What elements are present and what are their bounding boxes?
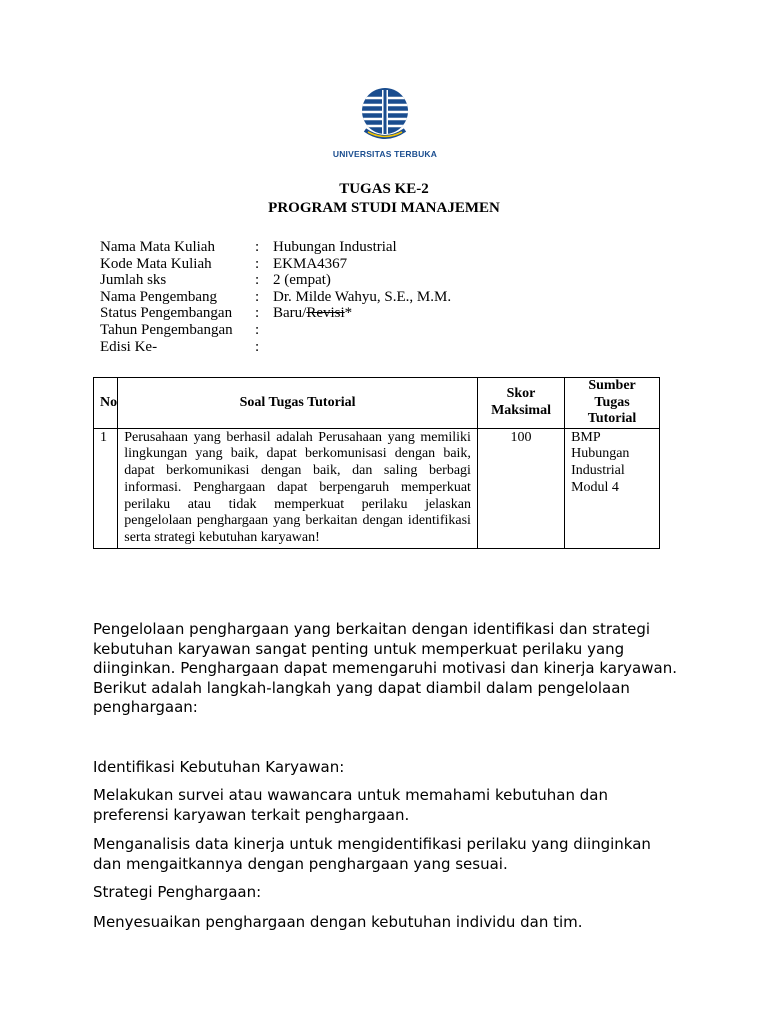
info-label: Tahun Pengembangan <box>100 321 233 338</box>
info-label: Jumlah sks <box>100 272 167 289</box>
status-value-revision-struck: Revisi <box>306 305 345 322</box>
course-info-list <box>100 239 451 355</box>
info-label: Edisi Ke- <box>100 338 158 355</box>
info-row-development-status <box>100 305 451 322</box>
info-row-development-year <box>100 322 451 339</box>
cell-question: Perusahaan yang berhasil adalah Perusahaan yang memiliki lingkungan yang baik, dapat berkomunisasi dengan baik, dapat berkomunikasi dengan baik, dan saling berbagi informasi. Penghargaan dapat berpengaruh memperkuat perilaku atau tidak memperkuat perilaku jelaskan pengelolaan penghargaan yang berkaitan dengan identifikasi serta strategi kebutuhan karyawan! <box>118 428 478 549</box>
answer-paragraph-survey: Melakukan survei atau wawancara untuk memahami kebutuhan dan preferensi karyawan terkait penghargaan. <box>93 786 608 824</box>
cell-source <box>565 428 660 549</box>
section-heading-employee-needs: Identifikasi Kebutuhan Karyawan: <box>93 758 345 776</box>
info-label: Nama Mata Kuliah <box>100 239 215 255</box>
info-separator: : <box>255 305 260 322</box>
header-question: Soal Tugas Tutorial <box>118 378 478 429</box>
info-separator: : <box>255 239 260 255</box>
header-max-score <box>477 378 564 429</box>
task-table <box>93 377 660 549</box>
info-label: Status Pengembangan <box>100 305 233 322</box>
info-value: EKMA4367 <box>273 255 348 272</box>
header-max-score-line1: Skor <box>506 386 536 402</box>
table-header-row <box>94 378 660 429</box>
info-value: 2 (empat) <box>273 272 331 289</box>
header-max-score-line2: Maksimal <box>491 402 551 418</box>
cell-source-line1: BMP <box>571 429 601 445</box>
table-row <box>94 428 660 549</box>
header-source-line2: Tugas <box>594 394 630 410</box>
university-logo <box>330 86 440 159</box>
info-separator: : <box>255 272 260 289</box>
header-source <box>565 378 660 429</box>
university-name-logo-text: UNIVERSITAS TERBUKA <box>332 149 438 159</box>
info-row-credits <box>100 272 451 289</box>
info-separator: : <box>255 338 260 355</box>
info-separator: : <box>255 288 260 305</box>
info-label: Nama Pengembang <box>100 288 218 305</box>
cell-no: 1 <box>94 428 118 549</box>
header-no: No <box>94 378 118 429</box>
status-asterisk: * <box>344 305 353 322</box>
info-row-edition <box>100 339 451 356</box>
info-row-course-name <box>100 239 451 256</box>
answer-paragraph-customize: Menyesuaikan penghargaan dengan kebutuhan individu dan tim. <box>93 913 583 931</box>
status-value-new: Baru/ <box>273 305 307 322</box>
answer-intro-paragraph: Pengelolaan penghargaan yang berkaitan dengan identifikasi dan strategi kebutuhan karyawan sangat penting untuk memperkuat perilaku yang diinginkan. Penghargaan dapat memengaruhi motivasi dan kinerja karyawan. Berikut adalah langkah-langkah yang dapat diambil dalam pengelolaan penghargaan: <box>93 620 677 716</box>
info-value: Dr. Milde Wahyu, S.E., M.M. <box>273 288 452 305</box>
info-value <box>273 305 352 322</box>
header-source-line3: Tutorial <box>587 411 637 426</box>
info-separator: : <box>255 321 260 338</box>
answer-paragraph-analysis: Menganalisis data kinerja untuk mengidentifikasi perilaku yang diinginkan dan mengaitkannya dengan penghargaan yang sesuai. <box>93 835 651 873</box>
program-title: PROGRAM STUDI MANAJEMEN <box>268 200 500 216</box>
university-emblem-icon <box>359 86 411 148</box>
info-separator: : <box>255 255 260 272</box>
cell-score: 100 <box>477 428 564 549</box>
info-row-course-code <box>100 256 451 273</box>
header-source-line1: Sumber <box>588 378 636 393</box>
cell-source-line2: Hubungan <box>571 446 630 462</box>
info-value: Hubungan Industrial <box>273 239 397 255</box>
info-label: Kode Mata Kuliah <box>100 255 212 272</box>
cell-source-line3: Industrial <box>571 463 625 479</box>
cell-source-line4: Modul 4 <box>571 479 619 495</box>
assignment-title: TUGAS KE-2 <box>339 181 429 197</box>
section-heading-reward-strategy: Strategi Penghargaan: <box>93 883 262 901</box>
info-row-developer <box>100 289 451 306</box>
